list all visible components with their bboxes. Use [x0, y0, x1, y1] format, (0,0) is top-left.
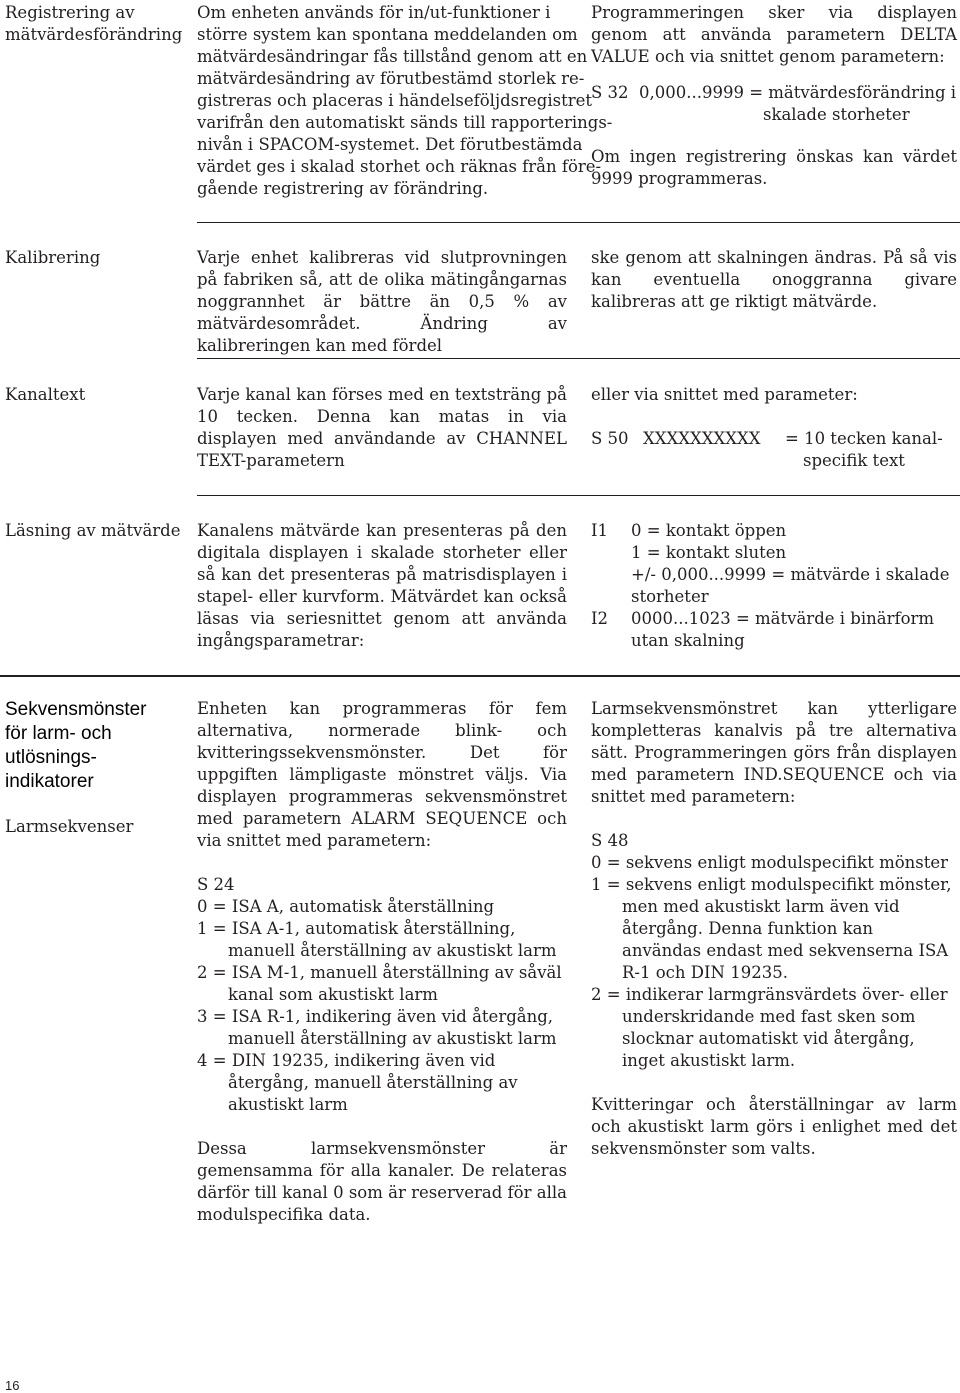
param-code: S 32 — [591, 83, 629, 102]
param-value-cont: skalade storheter — [763, 105, 910, 124]
body-line: större system kan spontana meddelanden om — [197, 25, 578, 44]
body-line: varifrån den automatiskt sänds till rapporterings- — [197, 113, 613, 132]
label-change-registration: Registrering av mätvärdesförändring — [5, 3, 183, 44]
option-item: 0 = ISA A, automatisk återställning — [197, 897, 495, 916]
param-code: I1 — [591, 521, 609, 540]
alarm-closing: Dessa larmsekvensmönster är gemensamma för alla kanaler. De relateras därför till kanal 0 som är reserverad för alla modulspecifika data. — [197, 1139, 567, 1224]
body-line: nivån i SPACOM-systemet. Det förutbestämda — [197, 135, 583, 154]
alarm-right-intro: Larmsekvensmönstret kan ytterligare kompletteras kanalvis på tre alternativa sätt. Programmeringen görs från displayen med parametern IND.SEQUENCE och via snittet med parametern: — [591, 699, 957, 806]
calibration-body-right: ske genom att skalningen ändras. På så vis kan eventuella onoggranna givare kalibreras att ge riktigt mätvärde. — [591, 248, 957, 311]
calibration-body-left: Varje enhet kalibreras vid slutprovningen på fabriken så, att de olika mätingångarnas noggrannhet är bättre än 0,5 % av mätvärdesområdet. Ändring av kalibreringen kan med fördel — [197, 248, 567, 355]
section-heading — [5, 698, 185, 794]
body-line: gistreras och placeras i händelseföljdsregistret — [197, 91, 592, 110]
heading-line: Sekvensmönster — [5, 699, 147, 720]
divider — [197, 495, 960, 496]
body-line: mätvärdesändringar fås tillstånd genom att en — [197, 47, 588, 66]
alarm-intro: Enheten kan programmeras för fem alternativa, normerade blink- och kvitteringssekvensmönster. Det för uppgiften lämpligaste mönstret väljs. Via displayen programmeras sekvensmönstret med parametern ALARM SEQUENCE och via snittet med parametern: — [197, 699, 567, 850]
divider — [197, 358, 960, 359]
channel-text-body-right — [591, 384, 957, 472]
heading-line: för larm- och — [5, 723, 112, 744]
heading-line: utlösnings- — [5, 747, 97, 768]
reading-params — [591, 520, 957, 652]
alarm-body-left — [197, 698, 567, 1226]
param-line: +/- 0,000...9999 = mätvärde i skalade storheter — [631, 565, 950, 606]
reading-body-left: Kanalens mätvärde kan presenteras på den digitala displayen i skalade storheter eller så kan det presenteras på matrisdisplayen i stapel- eller kurvform. Mätvärdet kan också läsas via seriesnittet genom att använda ingångsparametrar: — [197, 521, 567, 650]
param-i2 — [591, 608, 957, 652]
param-value: = 10 tecken kanal- — [785, 429, 943, 448]
page-number: 16 — [5, 1378, 20, 1393]
param-value-cont: specifik text — [803, 451, 905, 470]
divider-full — [0, 675, 960, 677]
alarm-heading-block — [5, 698, 185, 838]
channel-text-intro: eller via snittet med parameter: — [591, 385, 858, 404]
label-calibration: Kalibrering — [5, 248, 101, 267]
param-code-s24: S 24 — [197, 875, 235, 894]
alarm-right-closing: Kvitteringar och återställningar av larm och akustiskt larm görs i enlighet med det sekvensmönster som valts. — [591, 1095, 957, 1158]
label-reading: Läsning av mätvärde — [5, 521, 181, 540]
option-item: 3 = ISA R-1, indikering även vid återgång, manuell återställning av akustiskt larm — [197, 1007, 557, 1048]
option-item: 1 = sekvens enligt modulspecifikt mönster, men med akustiskt larm även vid återgång. Denna funktion kan användas endast med sekvenserna ISA R-1 och DIN 19235. — [591, 875, 952, 982]
param-value: 0,000...9999 = mätvärdesförändring i — [639, 83, 957, 102]
param-line: 1 = kontakt sluten — [631, 543, 787, 562]
param-row-s32 — [591, 82, 957, 104]
option-item: 4 = DIN 19235, indikering även vid återgång, manuell återställning av akustiskt larm — [197, 1051, 518, 1114]
param-mask: XXXXXXXXXX — [643, 429, 761, 448]
option-item: 1 = ISA A-1, automatisk återställning, manuell återställning av akustiskt larm — [197, 919, 557, 960]
param-line: 0 = kontakt öppen — [631, 521, 787, 540]
body-line: värdet ges i skalad storhet och räknas från före- — [197, 157, 602, 176]
change-registration-programming — [591, 2, 957, 190]
param-note: Om ingen registrering önskas kan värdet 9999 programmeras. — [591, 147, 957, 188]
subheading-alarm-sequences: Larmsekvenser — [5, 817, 134, 836]
label-channel-text: Kanaltext — [5, 385, 86, 404]
param-i1 — [591, 520, 957, 608]
alarm-body-right — [591, 698, 957, 1160]
heading-line: indikatorer — [5, 771, 94, 792]
body-line: mätvärdesändring av förutbestämd storlek re- — [197, 69, 585, 88]
programming-text: Programmeringen sker via displayen genom att använda parametern DELTA VALUE och via snittet genom parametern: — [591, 3, 957, 66]
param-code-s48: S 48 — [591, 831, 629, 850]
divider — [197, 222, 960, 223]
param-row-s50 — [591, 428, 957, 450]
option-item: 2 = ISA M-1, manuell återställning av såväl kanal som akustiskt larm — [197, 963, 562, 1004]
param-code: S 50 — [591, 429, 629, 448]
param-code: I2 — [591, 609, 609, 628]
param-line: 0000...1023 = mätvärde i binärform utan skalning — [631, 609, 935, 650]
body-line: gående registrering av förändring. — [197, 179, 489, 198]
option-item: 0 = sekvens enligt modulspecifikt mönster — [591, 853, 949, 872]
option-item: 2 = indikerar larmgränsvärdets över- eller underskridande med fast sken som slocknar automatiskt vid återgång, inget akustiskt larm. — [591, 985, 948, 1070]
channel-text-body-left: Varje kanal kan förses med en textsträng på 10 tecken. Denna kan matas in via displayen med användande av CHANNEL TEXT-parametern — [197, 385, 567, 470]
body-line: Om enheten används för in/ut-funktioner i — [197, 3, 551, 22]
